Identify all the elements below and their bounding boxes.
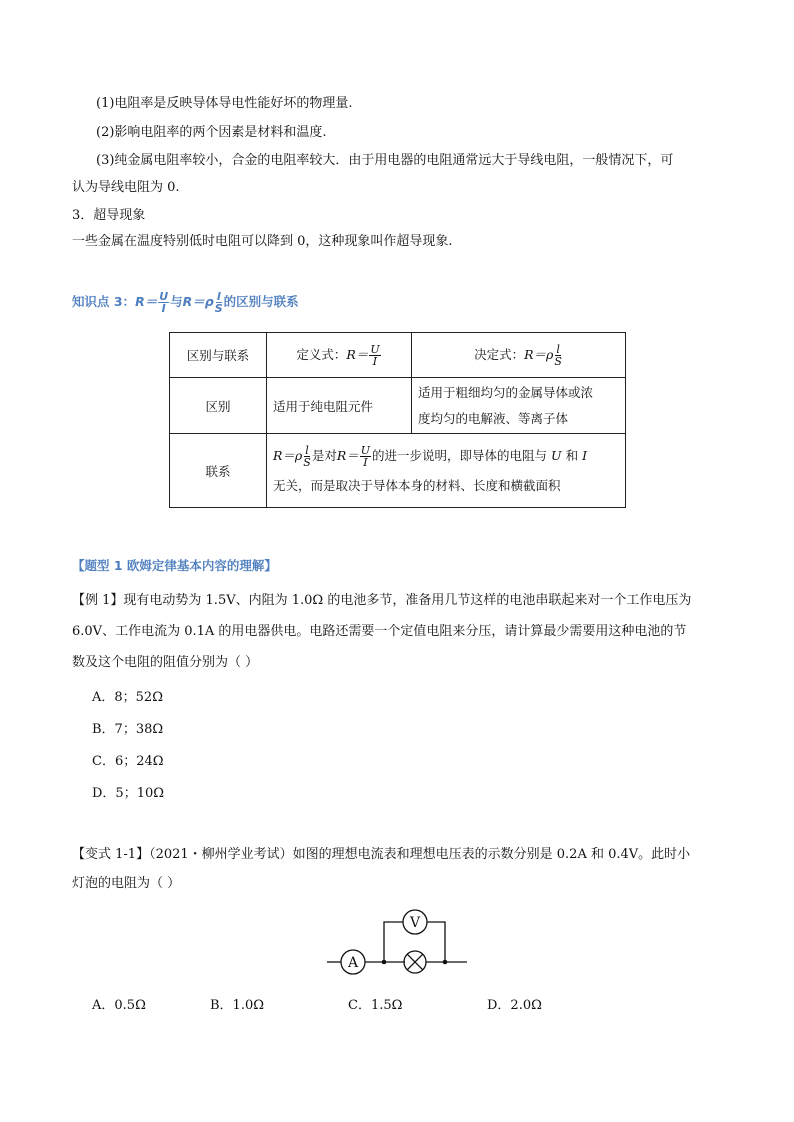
kp-frac2-num: l (216, 290, 221, 303)
voltmeter-label: V (409, 915, 421, 931)
row-relation-line2: 无关，而是取决于导体本身的材料、长度和横截面积 (273, 477, 561, 493)
table-row-difference (170, 378, 626, 434)
comparison-table (169, 332, 626, 508)
relation-frac-s: S (303, 455, 311, 469)
knowledge-point-heading (72, 287, 299, 317)
note-item-3-line2: 认为导线电阻为 0. (72, 180, 180, 195)
determinant-fraction (554, 344, 562, 367)
kp-r-eq-rho: R＝ρ (182, 294, 214, 309)
definition-label: 定义式： (296, 346, 347, 362)
example1-line1: 【例 1】现有电动势为 1.5V、内阻为 1.0Ω 的电池多节，准备用几节这样的电池串联起来对一个工作电压为 (72, 593, 692, 608)
row-difference-col2: 适用于纯电阻元件 (267, 378, 412, 434)
table-header-cell-3 (412, 333, 626, 378)
kp-prefix: 知识点 3： (72, 294, 136, 309)
kp-and: 与 (170, 294, 183, 309)
table-row-relation (170, 434, 626, 508)
kp-frac-den: I (161, 302, 166, 315)
relation-frac-l-s (303, 445, 311, 468)
variant1-option-d[interactable]: D．2.0Ω (487, 998, 542, 1013)
relation-r1: R＝ρ (273, 447, 303, 463)
relation-i-var: I (582, 447, 588, 463)
variant1-option-a[interactable]: A．0.5Ω (92, 998, 146, 1013)
note-item-3-line1: (3)纯金属电阻率较小，合金的电阻率较大．由于用电器的电阻通常远大于导线电阻，一般情况下，可 (96, 153, 674, 168)
kp-frac-u-i (158, 291, 169, 314)
junction-right (443, 960, 448, 965)
row-difference-col3 (412, 378, 626, 434)
variant1-line1: 【变式 1-1】（2021・柳州学业考试）如图的理想电流表和理想电压表的示数分别是 0.2A 和 0.4V。此时小 (72, 847, 691, 862)
definition-r: R＝ (346, 346, 369, 362)
relation-frac-u-i (360, 445, 371, 468)
row-difference-label: 区别 (170, 378, 267, 434)
example1-option-b[interactable]: B．7；38Ω (92, 722, 164, 737)
superconductivity-text: 一些金属在温度特别低时电阻可以降到 0，这种现象叫作超导现象. (72, 234, 453, 249)
kp-r-eq: R＝ (135, 294, 158, 309)
row-difference-col3-line2: 度均匀的电解液、等离子体 (418, 410, 569, 426)
circuit-diagram (325, 905, 470, 975)
example1-option-a[interactable]: A．8；52Ω (92, 690, 163, 705)
variant1-line2: 灯泡的电阻为（ ） (72, 876, 181, 891)
definition-num: U (370, 342, 380, 356)
branch-right (427, 922, 445, 962)
row-relation-line1 (273, 441, 619, 471)
definition-fraction (369, 344, 380, 367)
relation-r2: R＝ (336, 447, 359, 463)
determinant-num: l (556, 342, 560, 356)
table-header-row (170, 333, 626, 378)
kp-frac2-den: S (214, 302, 223, 315)
relation-frac-l: l (305, 443, 309, 457)
kp-suffix: 的区别与联系 (223, 294, 299, 309)
example1-option-c[interactable]: C．6；24Ω (92, 754, 164, 769)
table-header-cell-2 (267, 333, 412, 378)
ammeter-label: A (347, 955, 359, 971)
relation-tail: 的进一步说明，即导体的电阻与 (372, 447, 548, 463)
example1-line3: 数及这个电阻的阻值分别为（ ） (72, 655, 259, 670)
determinant-r: R＝ρ (524, 346, 554, 362)
relation-mid: 是对 (311, 447, 337, 463)
kp-frac-l-s (215, 291, 223, 314)
determinant-den: S (554, 354, 562, 368)
example1-line2: 6.0V、工作电流为 0.1A 的用电器供电。电路还需要一个定值电阻来分压，请计算最少需要用这种电池的节 (72, 624, 687, 639)
example1-option-d[interactable]: D．5；10Ω (92, 786, 165, 801)
determinant-label: 决定式： (474, 346, 525, 362)
note-item-2: (2)影响电阻率的两个因素是材料和温度. (96, 125, 327, 140)
note-item-1: (1)电阻率是反映导体导电性能好坏的物理量. (96, 96, 353, 111)
variant1-option-c[interactable]: C．1.5Ω (348, 998, 403, 1013)
variant1-option-b[interactable]: B．1.0Ω (210, 998, 265, 1013)
superconductivity-heading: 3．超导现象 (72, 208, 146, 223)
relation-frac-u: U (360, 443, 371, 457)
table-header-cell-1: 区别与联系 (170, 333, 267, 378)
row-relation-content (267, 434, 626, 508)
question-type-title: 【题型 1 欧姆定律基本内容的理解】 (72, 558, 277, 573)
relation-and: 和 (565, 447, 579, 463)
kp-frac-num: U (159, 290, 169, 303)
row-difference-col3-line1: 适用于粗细均匀的金属导体或浓 (418, 384, 594, 400)
branch-left (384, 922, 403, 962)
definition-den: I (372, 354, 378, 368)
relation-u-var: U (551, 447, 562, 463)
row-relation-label: 联系 (170, 434, 267, 508)
relation-frac-i: I (363, 455, 368, 469)
junction-left (382, 960, 387, 965)
